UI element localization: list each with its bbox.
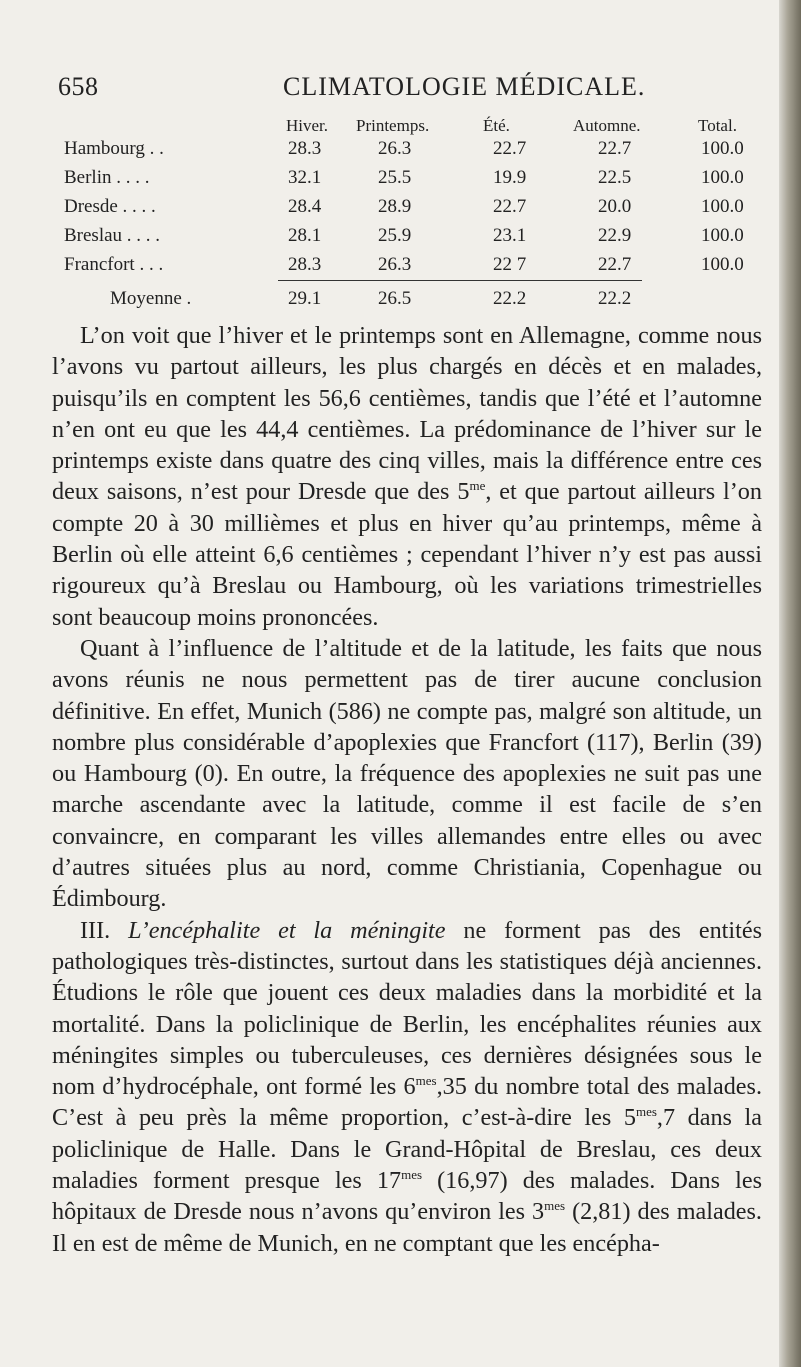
seasonal-table xyxy=(58,116,758,309)
superscript: mes xyxy=(415,1073,437,1089)
table-cell: 28.3 xyxy=(288,138,322,159)
superscript: mes xyxy=(635,1104,657,1120)
col-header-automne: Automne. xyxy=(573,116,641,135)
table-cell: 22.7 xyxy=(493,196,527,217)
superscript: mes xyxy=(544,1198,566,1214)
table-cell: 28.4 xyxy=(288,196,322,217)
table-cell: 32.1 xyxy=(288,167,322,188)
table-cell: 29.1 xyxy=(288,288,322,309)
col-header-hiver: Hiver. xyxy=(286,116,329,135)
paragraph xyxy=(52,320,762,633)
table-cell: 26.3 xyxy=(378,138,412,159)
table-cell: 28.9 xyxy=(378,196,412,217)
average-label: Moyenne . xyxy=(110,288,192,309)
table-divider xyxy=(278,280,642,281)
table-cell: 100.0 xyxy=(701,138,744,159)
paragraph xyxy=(52,915,762,1259)
table-row xyxy=(58,196,758,225)
text-run: (2,81) des malades. Il en est de même de Munich, en ne comptant que les encépha- xyxy=(52,1198,762,1257)
text-run: ne forment pas des entités pathologiques très-distinctes, surtout dans les statistiques déjà anciennes. Étudions le rôle que jouent ces deux maladies dans la morbidité et la mortalité. Dans la policlinique de Berlin, les encéphalites réunies aux méningites simples ou tuberculeuses, ces dernières désignées sous le nom d’hydrocéphale, ont formé les 6 xyxy=(52,916,762,1101)
table-row xyxy=(58,138,758,167)
table-cell: 100.0 xyxy=(701,225,744,246)
table-cell: 22.5 xyxy=(598,167,632,188)
table-cell: 25.9 xyxy=(378,225,412,246)
city-name: Francfort . . . xyxy=(64,254,164,275)
superscript: me xyxy=(469,478,486,494)
city-name: Breslau . . . . xyxy=(64,225,161,246)
table-cell: 22.7 xyxy=(598,138,632,159)
table-cell: 26.5 xyxy=(378,288,412,309)
table-cell: 22.7 xyxy=(598,254,632,275)
section-number: III. xyxy=(80,916,111,944)
col-header-total: Total. xyxy=(698,116,737,135)
average-row xyxy=(58,288,758,318)
city-name: Dresde . . . . xyxy=(64,196,156,217)
table-cell: 20.0 xyxy=(598,196,632,217)
col-header-printemps: Printemps. xyxy=(356,116,430,135)
table-cell: 100.0 xyxy=(701,254,744,275)
table-header-row xyxy=(58,116,758,138)
table-cell: 22.7 xyxy=(493,138,527,159)
chapter-title: CLIMATOLOGIE MÉDICALE. xyxy=(283,72,646,101)
table-cell: 100.0 xyxy=(701,196,744,217)
table-cell: 28.1 xyxy=(288,225,322,246)
table-cell: 22 7 xyxy=(493,254,527,275)
text-run: ,35 du nombre total des malades. C’est à peu près la même proportion, c’est-à-dire les 5 xyxy=(52,1073,762,1132)
body-text xyxy=(52,320,762,1259)
text-run: (16,97) des malades. Dans les hôpitaux de Dresde nous n’avons qu’environ les 3 xyxy=(52,1167,762,1226)
table-cell: 26.3 xyxy=(378,254,412,275)
table-cell: 25.5 xyxy=(378,167,412,188)
table-cell: 22.2 xyxy=(598,288,632,309)
table-row xyxy=(58,167,758,196)
running-head xyxy=(58,72,748,106)
section-title: L’encéphalite et la méningite xyxy=(128,916,446,944)
table-cell: 19.9 xyxy=(493,167,527,188)
text-run: , et que partout ailleurs l’on compte 20 à 30 millièmes et plus en hiver qu’au printemps, même à Berlin où elle atteint 6,6 centièmes ; cependant l’hiver n’y est pas aussi rigoureux qu’à Breslau ou Hambourg, où les variations trimestrielles sont beaucoup moins prononcées. xyxy=(52,478,762,631)
city-name: Berlin . . . . xyxy=(64,167,150,188)
table-cell: 22.9 xyxy=(598,225,632,246)
text-run: ,7 dans la policlinique de Halle. Dans le Grand-Hôpital de Breslau, ces deux maladies forment presque les 17 xyxy=(52,1104,763,1195)
page-number: 658 xyxy=(58,72,99,101)
table-cell: 28.3 xyxy=(288,254,322,275)
page-edge xyxy=(779,0,801,1367)
table-row xyxy=(58,254,758,283)
table-cell: 23.1 xyxy=(493,225,527,246)
paragraph: Quant à l’influence de l’altitude et de la latitude, les faits que nous avons réunis ne nous permettent pas de tirer aucune conclusion définitive. En effet, Munich (586) ne compte pas, malgré son altitude, un nombre plus considérable d’apoplexies que Francfort (117), Berlin (39) ou Hambourg (0). En outre, la fréquence des apoplexies ne suit pas une marche ascendante avec la latitude, comme il est facile de s’en convaincre, en comparant les villes allemandes entre elles ou avec d’autres situées plus au nord, comme Christiania, Copenhague ou Édimbourg. xyxy=(52,634,762,913)
table-cell: 22.2 xyxy=(493,288,527,309)
table-cell: 100.0 xyxy=(701,167,744,188)
col-header-ete: Été. xyxy=(483,116,510,135)
text-run: L’on voit que l’hiver et le printemps sont en Allemagne, comme nous l’avons vu partout ailleurs, les plus chargés en décès et en malades, puisqu’ils en comptent les 56,6 centièmes, tandis que l’été et l’automne n’en ont eu que les 44,4 centièmes. La prédominance de l’hiver sur le printemps existe dans quatre des cinq villes, mais la différence entre ces deux saisons, n’est pour Dresde que des 5 xyxy=(52,322,762,506)
table-row xyxy=(58,225,758,254)
city-name: Hambourg . . xyxy=(64,138,164,159)
superscript: mes xyxy=(401,1167,423,1183)
